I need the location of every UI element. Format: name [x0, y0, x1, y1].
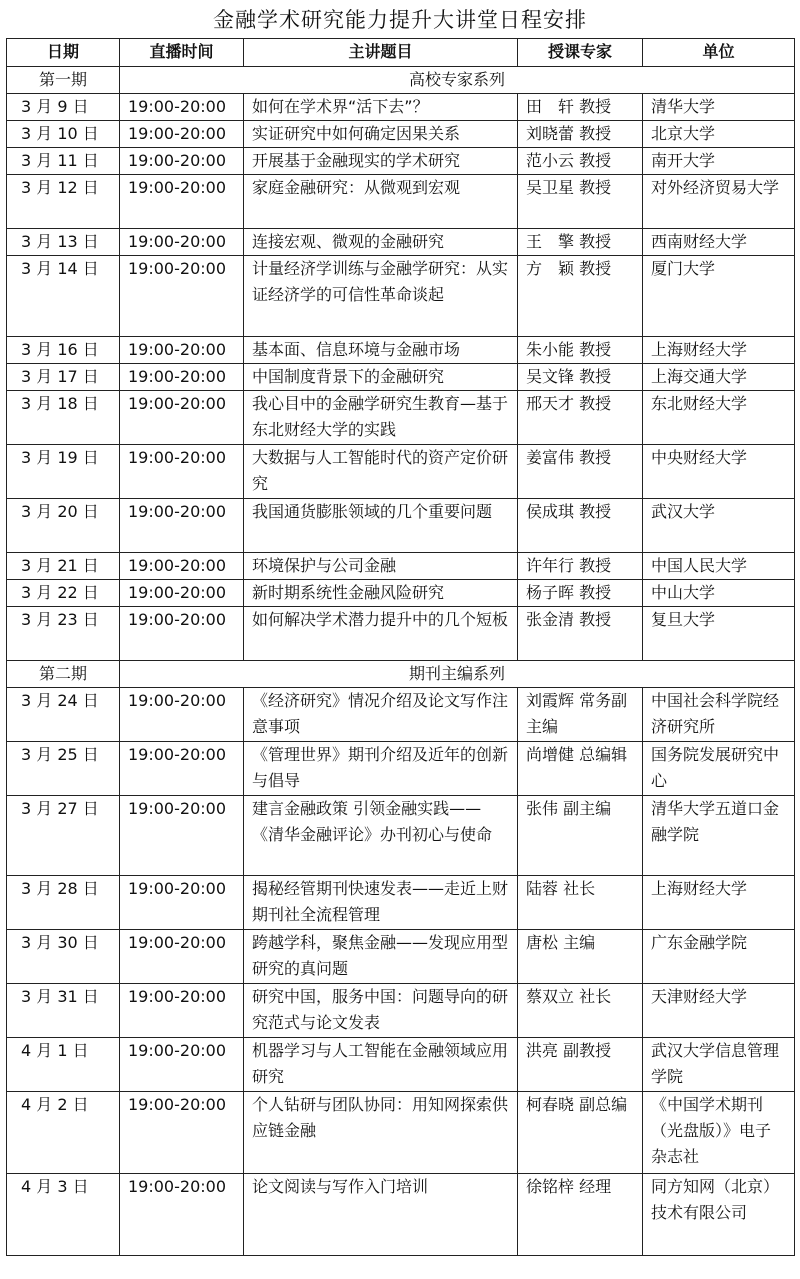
- date-cell: 3 月 16 日: [7, 337, 120, 364]
- time-cell: 19:00-20:00: [120, 984, 244, 1038]
- date-cell: 3 月 30 日: [7, 930, 120, 984]
- date-cell: 3 月 18 日: [7, 391, 120, 445]
- table-row: [7, 229, 795, 256]
- expert-cell: 杨子晖 教授: [518, 580, 643, 607]
- time-cell: 19:00-20:00: [120, 796, 244, 876]
- expert-cell: 陆蓉 社长: [518, 876, 643, 930]
- topic-cell: 建言金融政策 引领金融实践——《清华金融评论》办刊初心与使命: [244, 796, 518, 876]
- time-cell: 19:00-20:00: [120, 364, 244, 391]
- header-time: 直播时间: [120, 39, 244, 67]
- unit-cell: 清华大学: [643, 94, 795, 121]
- topic-cell: 如何在学术界“活下去”？: [244, 94, 518, 121]
- topic-cell: 开展基于金融现实的学术研究: [244, 148, 518, 175]
- time-cell: 19:00-20:00: [120, 391, 244, 445]
- unit-cell: 中国社会科学院经济研究所: [643, 688, 795, 742]
- unit-cell: 西南财经大学: [643, 229, 795, 256]
- topic-cell: 机器学习与人工智能在金融领域应用研究: [244, 1038, 518, 1092]
- unit-cell: 清华大学五道口金融学院: [643, 796, 795, 876]
- header-date: 日期: [7, 39, 120, 67]
- date-cell: 3 月 25 日: [7, 742, 120, 796]
- unit-cell: 上海交通大学: [643, 364, 795, 391]
- table-row: [7, 688, 795, 742]
- table-row: [7, 984, 795, 1038]
- expert-cell: 王 擎 教授: [518, 229, 643, 256]
- time-cell: 19:00-20:00: [120, 256, 244, 337]
- schedule-body: [7, 67, 795, 1256]
- table-row: [7, 391, 795, 445]
- date-cell: 4 月 3 日: [7, 1174, 120, 1256]
- time-cell: 19:00-20:00: [120, 1092, 244, 1174]
- date-cell: 3 月 22 日: [7, 580, 120, 607]
- expert-cell: 田 轩 教授: [518, 94, 643, 121]
- date-cell: 3 月 14 日: [7, 256, 120, 337]
- expert-cell: 张金清 教授: [518, 607, 643, 661]
- time-cell: 19:00-20:00: [120, 742, 244, 796]
- table-row: [7, 796, 795, 876]
- expert-cell: 范小云 教授: [518, 148, 643, 175]
- unit-cell: 南开大学: [643, 148, 795, 175]
- time-cell: 19:00-20:00: [120, 499, 244, 553]
- expert-cell: 唐松 主编: [518, 930, 643, 984]
- table-row: [7, 337, 795, 364]
- section-period: 第二期: [7, 661, 120, 688]
- unit-cell: 北京大学: [643, 121, 795, 148]
- expert-cell: 柯春晓 副总编: [518, 1092, 643, 1174]
- expert-cell: 张伟 副主编: [518, 796, 643, 876]
- topic-cell: 《管理世界》期刊介绍及近年的创新与倡导: [244, 742, 518, 796]
- date-cell: 3 月 13 日: [7, 229, 120, 256]
- header-expert: 授课专家: [518, 39, 643, 67]
- date-cell: 3 月 23 日: [7, 607, 120, 661]
- table-row: [7, 499, 795, 553]
- header-row: [7, 39, 795, 67]
- table-row: [7, 1174, 795, 1256]
- table-row: [7, 445, 795, 499]
- expert-cell: 许年行 教授: [518, 553, 643, 580]
- table-row: [7, 94, 795, 121]
- topic-cell: 揭秘经管期刊快速发表——走近上财期刊社全流程管理: [244, 876, 518, 930]
- topic-cell: 环境保护与公司金融: [244, 553, 518, 580]
- expert-cell: 蔡双立 社长: [518, 984, 643, 1038]
- expert-cell: 方 颖 教授: [518, 256, 643, 337]
- topic-cell: 研究中国，服务中国：问题导向的研究范式与论文发表: [244, 984, 518, 1038]
- expert-cell: 吴卫星 教授: [518, 175, 643, 229]
- unit-cell: 中山大学: [643, 580, 795, 607]
- time-cell: 19:00-20:00: [120, 580, 244, 607]
- topic-cell: 个人钻研与团队协同：用知网探索供应链金融: [244, 1092, 518, 1174]
- unit-cell: 东北财经大学: [643, 391, 795, 445]
- date-cell: 3 月 24 日: [7, 688, 120, 742]
- expert-cell: 刘晓蕾 教授: [518, 121, 643, 148]
- table-row: [7, 148, 795, 175]
- table-row: [7, 256, 795, 337]
- time-cell: 19:00-20:00: [120, 229, 244, 256]
- topic-cell: 实证研究中如何确定因果关系: [244, 121, 518, 148]
- unit-cell: 武汉大学信息管理学院: [643, 1038, 795, 1092]
- expert-cell: 姜富伟 教授: [518, 445, 643, 499]
- date-cell: 3 月 11 日: [7, 148, 120, 175]
- table-row: [7, 607, 795, 661]
- expert-cell: 徐铭梓 经理: [518, 1174, 643, 1256]
- topic-cell: 我心目中的金融学研究生教育—基于东北财经大学的实践: [244, 391, 518, 445]
- date-cell: 3 月 12 日: [7, 175, 120, 229]
- unit-cell: 中央财经大学: [643, 445, 795, 499]
- unit-cell: 同方知网（北京）技术有限公司: [643, 1174, 795, 1256]
- topic-cell: 我国通货膨胀领域的几个重要问题: [244, 499, 518, 553]
- time-cell: 19:00-20:00: [120, 607, 244, 661]
- time-cell: 19:00-20:00: [120, 876, 244, 930]
- time-cell: 19:00-20:00: [120, 175, 244, 229]
- table-row: [7, 121, 795, 148]
- topic-cell: 如何解决学术潜力提升中的几个短板: [244, 607, 518, 661]
- header-topic: 主讲题目: [244, 39, 518, 67]
- header-unit: 单位: [643, 39, 795, 67]
- time-cell: 19:00-20:00: [120, 930, 244, 984]
- table-row: [7, 930, 795, 984]
- date-cell: 3 月 28 日: [7, 876, 120, 930]
- topic-cell: 新时期系统性金融风险研究: [244, 580, 518, 607]
- unit-cell: 对外经济贸易大学: [643, 175, 795, 229]
- date-cell: 3 月 20 日: [7, 499, 120, 553]
- table-row: [7, 364, 795, 391]
- table-row: [7, 553, 795, 580]
- time-cell: 19:00-20:00: [120, 94, 244, 121]
- section-period: 第一期: [7, 67, 120, 94]
- table-row: [7, 1038, 795, 1092]
- date-cell: 4 月 2 日: [7, 1092, 120, 1174]
- date-cell: 3 月 27 日: [7, 796, 120, 876]
- unit-cell: 复旦大学: [643, 607, 795, 661]
- expert-cell: 朱小能 教授: [518, 337, 643, 364]
- topic-cell: 中国制度背景下的金融研究: [244, 364, 518, 391]
- table-row: [7, 876, 795, 930]
- unit-cell: 广东金融学院: [643, 930, 795, 984]
- table-row: [7, 175, 795, 229]
- time-cell: 19:00-20:00: [120, 688, 244, 742]
- table-row: [7, 1092, 795, 1174]
- date-cell: 3 月 19 日: [7, 445, 120, 499]
- date-cell: 3 月 10 日: [7, 121, 120, 148]
- topic-cell: 跨越学科，聚焦金融——发现应用型研究的真问题: [244, 930, 518, 984]
- date-cell: 3 月 21 日: [7, 553, 120, 580]
- topic-cell: 连接宏观、微观的金融研究: [244, 229, 518, 256]
- section-series: 期刊主编系列: [120, 661, 795, 688]
- expert-cell: 洪亮 副教授: [518, 1038, 643, 1092]
- section-row: [7, 661, 795, 688]
- unit-cell: 国务院发展研究中心: [643, 742, 795, 796]
- time-cell: 19:00-20:00: [120, 553, 244, 580]
- schedule-table: [6, 38, 795, 1256]
- date-cell: 3 月 31 日: [7, 984, 120, 1038]
- date-cell: 3 月 17 日: [7, 364, 120, 391]
- time-cell: 19:00-20:00: [120, 121, 244, 148]
- unit-cell: 厦门大学: [643, 256, 795, 337]
- unit-cell: 中国人民大学: [643, 553, 795, 580]
- topic-cell: 计量经济学训练与金融学研究：从实证经济学的可信性革命谈起: [244, 256, 518, 337]
- unit-cell: 《中国学术期刊（光盘版）》电子杂志社: [643, 1092, 795, 1174]
- topic-cell: 论文阅读与写作入门培训: [244, 1174, 518, 1256]
- expert-cell: 侯成琪 教授: [518, 499, 643, 553]
- date-cell: 4 月 1 日: [7, 1038, 120, 1092]
- time-cell: 19:00-20:00: [120, 148, 244, 175]
- topic-cell: 大数据与人工智能时代的资产定价研究: [244, 445, 518, 499]
- section-series: 高校专家系列: [120, 67, 795, 94]
- expert-cell: 尚增健 总编辑: [518, 742, 643, 796]
- topic-cell: 基本面、信息环境与金融市场: [244, 337, 518, 364]
- table-row: [7, 580, 795, 607]
- topic-cell: 家庭金融研究：从微观到宏观: [244, 175, 518, 229]
- page-title: 金融学术研究能力提升大讲堂日程安排: [213, 8, 587, 32]
- expert-cell: 邢天才 教授: [518, 391, 643, 445]
- unit-cell: 天津财经大学: [643, 984, 795, 1038]
- section-row: [7, 67, 795, 94]
- unit-cell: 武汉大学: [643, 499, 795, 553]
- unit-cell: 上海财经大学: [643, 876, 795, 930]
- topic-cell: 《经济研究》情况介绍及论文写作注意事项: [244, 688, 518, 742]
- unit-cell: 上海财经大学: [643, 337, 795, 364]
- date-cell: 3 月 9 日: [7, 94, 120, 121]
- time-cell: 19:00-20:00: [120, 1174, 244, 1256]
- table-row: [7, 742, 795, 796]
- time-cell: 19:00-20:00: [120, 337, 244, 364]
- time-cell: 19:00-20:00: [120, 1038, 244, 1092]
- expert-cell: 刘霞辉 常务副主编: [518, 688, 643, 742]
- expert-cell: 吴文锋 教授: [518, 364, 643, 391]
- time-cell: 19:00-20:00: [120, 445, 244, 499]
